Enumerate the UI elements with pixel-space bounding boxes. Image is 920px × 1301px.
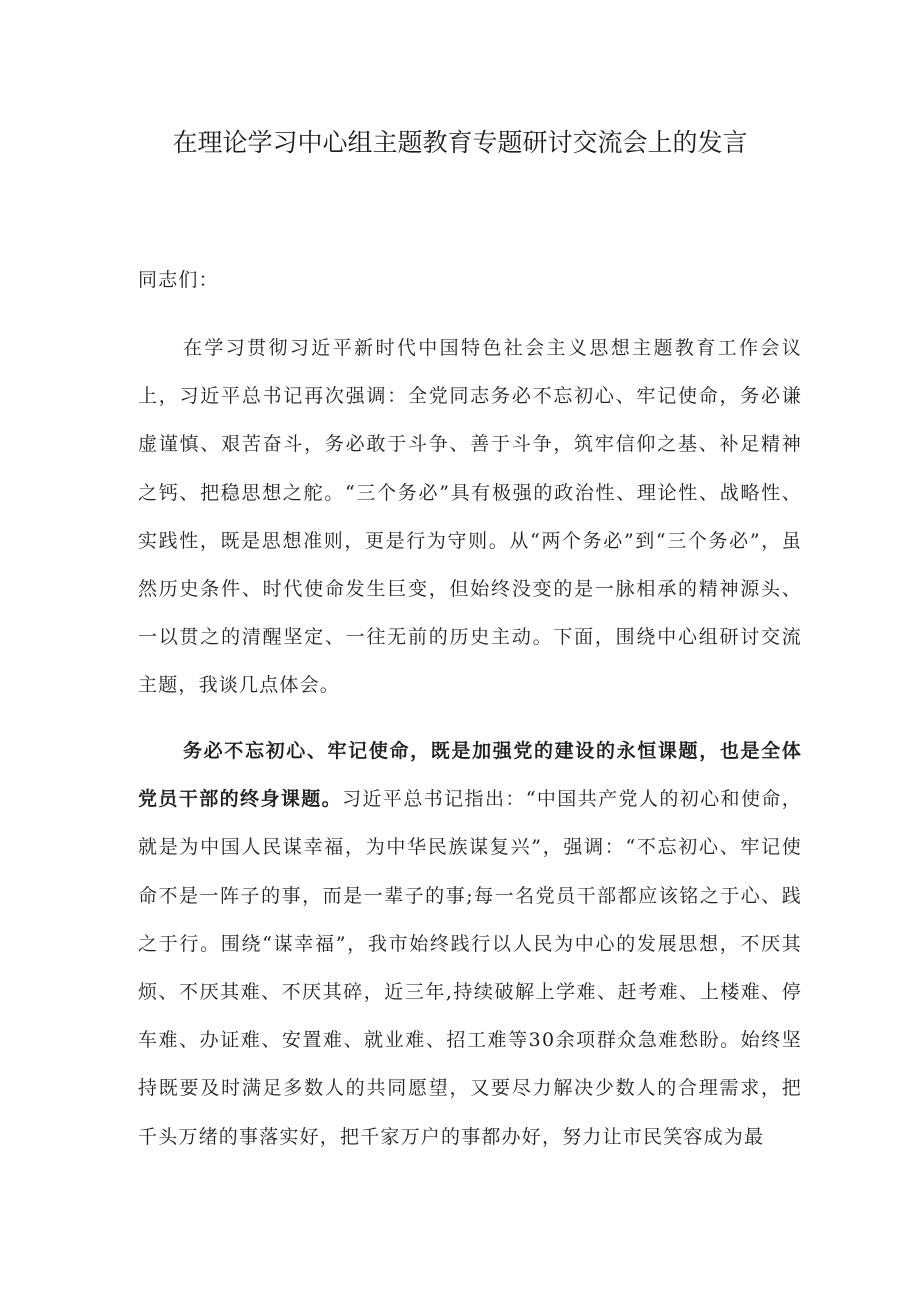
paragraph-intro: 在学习贯彻习近平新时代中国特色社会主义思想主题教育工作会议上，习近平总书记再次强调：全党同志务必不忘初心、牢记使命，务必谦虚谨慎、艰苦奋斗，务必敢于斗争、善于斗争，筑牢信仰之基、补足精神之钙、把稳思想之舵。“三个务必”具有极强的政治性、理论性、战略性、实践性，既是思想准则，更是行为守则。从“两个务必”到“三个务必”，虽然历史条件、时代使命发生巨变，但始终没变的是一脉相承的精神源头、一以贯之的清醒坚定、一往无前的历史主动。下面，围绕中心组研讨交流主题，我谈几点体会。 bbox=[138, 337, 802, 697]
document-title: 在理论学习中心组主题教育专题研讨交流会上的发言 bbox=[172, 128, 748, 157]
paragraph-first-point bbox=[138, 727, 802, 1161]
paragraph-lead-sentence: 务必不忘初心、牢记使命，既是加强党的建设的永恒课题，也是全体党员干部的终身课题。 bbox=[138, 740, 802, 811]
paragraph-body-text: 习近平总书记指出：“中国共产党人的初心和使命，就是为中国人民谋幸福，为中华民族谋复兴”，强调：“不忘初心、牢记使命不是一阵子的事，而是一辈子的事;每一名党员干部都应该铭之于心、践之于行。围绕“谋幸福”，我市始终践行以人民为中心的发展思想，不厌其烦、不厌其难、不厌其碎，近三年,持续破解上学难、赶考难、上楼难、停车难、办证难、安置难、就业难、招工难等30余项群众急难愁盼。始终坚持既要及时满足多数人的共同愿望，又要尽力解决少数人的合理需求，把千头万绪的事落实好，把千家万户的事都办好，努力让市民笑容成为最 bbox=[138, 788, 802, 1148]
salutation: 同志们： bbox=[138, 269, 219, 291]
